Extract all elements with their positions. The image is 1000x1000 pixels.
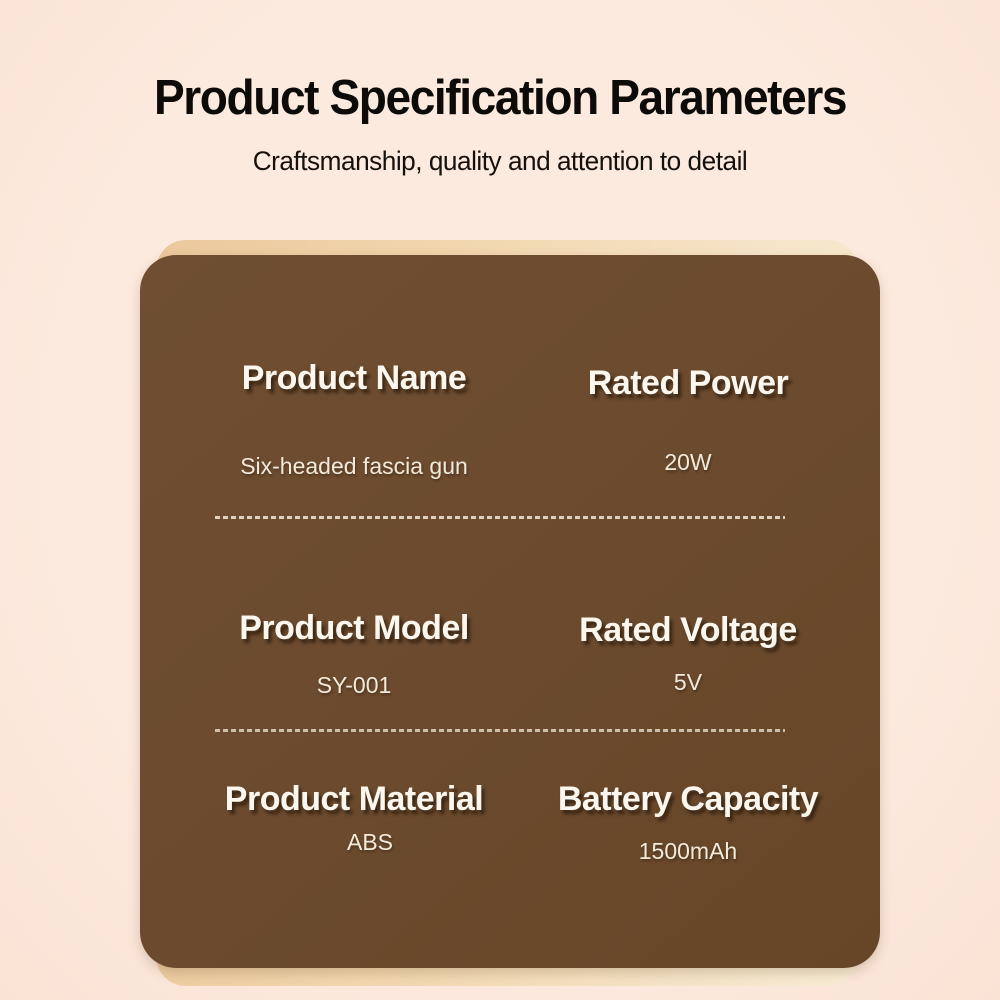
spec-row-labels-2 <box>187 609 855 648</box>
page-subtitle: Craftsmanship, quality and attention to detail <box>252 146 748 176</box>
spec-value-rated-power: 20W <box>664 449 712 475</box>
spec-label-battery-capacity: Battery Capacity <box>557 780 819 818</box>
spec-label-rated-voltage: Rated Voltage <box>579 611 797 649</box>
spec-row-values-2 <box>187 669 855 699</box>
spec-value-product-model: SY-001 <box>316 672 392 698</box>
spec-value-rated-voltage: 5V <box>673 669 703 695</box>
spec-label-product-name: Product Name <box>241 359 467 397</box>
spec-row-labels-3 <box>187 780 855 819</box>
spec-value-battery-capacity: 1500mAh <box>638 838 738 864</box>
spec-card <box>140 255 880 968</box>
dashed-divider-2 <box>215 729 785 732</box>
spec-label-rated-power: Rated Power <box>587 364 789 402</box>
dashed-divider-1 <box>215 516 785 519</box>
spec-row-values-1 <box>187 449 855 480</box>
spec-row-values-3 <box>187 829 855 864</box>
spec-label-product-model: Product Model <box>239 609 469 647</box>
page-title: Product Specification Parameters <box>153 71 847 125</box>
spec-value-product-name: Six-headed fascia gun <box>240 453 468 479</box>
spec-value-product-material: ABS <box>346 829 394 855</box>
spec-label-product-material: Product Material <box>224 780 484 818</box>
spec-row-labels-1 <box>187 359 855 402</box>
